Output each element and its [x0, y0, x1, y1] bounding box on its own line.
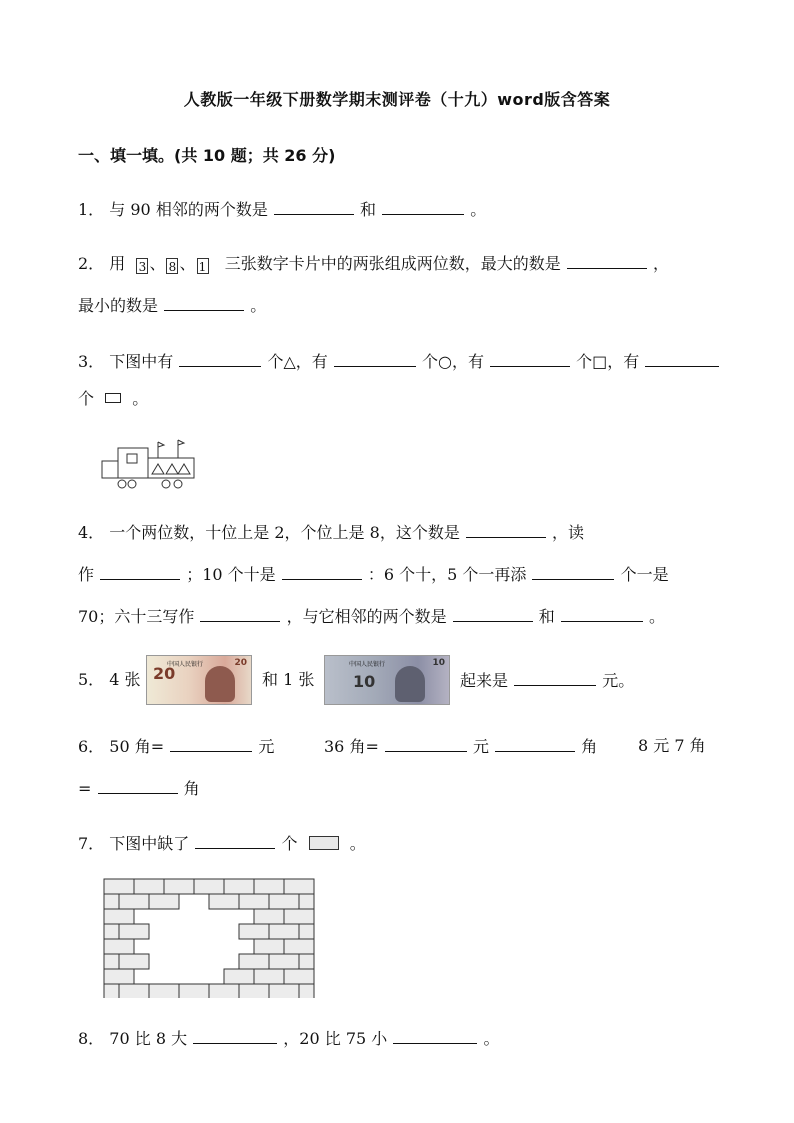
wheel-4 [174, 480, 182, 488]
q1-text-a: 与 90 相邻的两个数是 [109, 200, 268, 219]
brick [209, 894, 239, 909]
q2-blank-2[interactable] [164, 294, 244, 311]
question-6 [78, 735, 274, 758]
brick [224, 969, 254, 984]
q4-text-j: 。 [648, 607, 665, 626]
brick [209, 984, 239, 998]
q5-text-b: 和 1 张 [262, 670, 315, 689]
brick [254, 939, 284, 954]
q1-text-c: 。 [470, 200, 487, 219]
q8-blank-2[interactable] [393, 1027, 477, 1044]
brick [254, 879, 284, 894]
digit-card-8: 8 [166, 258, 178, 274]
q1-blank-1[interactable] [274, 198, 354, 215]
q5-text-a: 4 张 [109, 670, 141, 689]
brick [134, 879, 164, 894]
q2-text-b: 三张数字卡片中的两张组成两位数，最大的数是 [224, 254, 561, 273]
brick [299, 924, 314, 939]
banknote-10-value-corner: 10 [432, 658, 445, 668]
banknote-10 [324, 655, 450, 705]
q5-text-d: 元。 [602, 671, 635, 690]
digit-card-1: 1 [197, 258, 209, 274]
q3-text-e: 个 [78, 389, 95, 408]
brick [224, 879, 254, 894]
q3-text-d: 个□，有 [576, 352, 640, 371]
brick [284, 939, 314, 954]
brick [119, 924, 149, 939]
q4-text-f: 个一是 [620, 565, 669, 584]
brick [269, 894, 299, 909]
q4-text-g: 70；六十三写作 [78, 607, 195, 626]
banknote-20 [146, 655, 252, 705]
q3-text-a: 下图中有 [109, 352, 174, 371]
q2-blank-1[interactable] [567, 252, 647, 269]
brick [239, 954, 269, 969]
q4-blank-5[interactable] [200, 605, 280, 622]
rectangle-icon [105, 393, 121, 403]
q3-text-b: 个△，有 [267, 352, 328, 371]
q8-text-c: 。 [483, 1029, 500, 1048]
brick [119, 984, 149, 998]
q7-text-a: 下图中缺了 [109, 834, 190, 853]
card-sep: 、 [179, 254, 196, 273]
question-1 [78, 198, 486, 221]
question-5-part-a [78, 669, 141, 691]
brick [104, 954, 119, 969]
brick [104, 909, 134, 924]
page-title: 人教版一年级下册数学期末测评卷（十九）word版含答案 [183, 90, 611, 109]
q3-blank-2[interactable] [334, 350, 416, 367]
triangle-2 [166, 464, 178, 474]
brick [164, 879, 194, 894]
q4-blank-4[interactable] [532, 563, 614, 580]
q2-text-d: 最小的数是 [78, 296, 159, 315]
q4-text-b: ，读 [552, 523, 585, 542]
brick [269, 984, 299, 998]
banknote-20-value-corner: 20 [234, 658, 247, 668]
question-6-cont [78, 777, 200, 800]
q6-text-b: 元 [258, 737, 275, 756]
q1-number: 1． [78, 200, 105, 219]
brick [299, 894, 314, 909]
banknote-10-bank: 中国人民银行 [349, 661, 386, 668]
brick [299, 954, 314, 969]
q8-text-a: 70 比 8 大 [109, 1029, 188, 1048]
q2-number: 2． [78, 254, 105, 273]
question-8 [78, 1027, 499, 1050]
question-5-part-b [262, 669, 314, 691]
q5-blank-1[interactable] [514, 669, 596, 686]
banknote-20-value: 20 [153, 664, 176, 683]
q4-blank-6[interactable] [453, 605, 533, 622]
train-cab-rect [102, 461, 118, 478]
question-3 [78, 350, 720, 373]
wheel-1 [118, 480, 126, 488]
brick [239, 984, 269, 998]
q4-blank-7[interactable] [561, 605, 643, 622]
q7-text-b: 个 [281, 834, 298, 853]
section-heading: 一、填一填。(共 10 题；共 26 分) [78, 146, 336, 165]
q4-blank-1[interactable] [466, 521, 546, 538]
q6-text-a: 50 角= [109, 737, 165, 756]
q4-text-d: ；10 个十是 [186, 565, 276, 584]
q3-blank-4[interactable] [645, 350, 719, 367]
brick [119, 894, 149, 909]
brick [284, 969, 314, 984]
q3-text-f: 。 [132, 389, 149, 408]
q7-number: 7． [78, 834, 105, 853]
brick [269, 954, 299, 969]
q3-number: 3． [78, 352, 105, 371]
train-car-rect [148, 458, 194, 478]
question-4-cont-2 [78, 605, 665, 628]
banknote-20-bank: 中国人民银行 [167, 661, 204, 668]
portrait-icon [205, 666, 235, 702]
brick [194, 879, 224, 894]
card-sep: 、 [149, 254, 166, 273]
q8-blank-1[interactable] [193, 1027, 277, 1044]
banknote-10-value: 10 [353, 672, 376, 691]
q3-text-c: 个○，有 [421, 352, 484, 371]
q4-text-a: 一个两位数，十位上是 2，个位上是 8，这个数是 [109, 523, 460, 542]
brick-icon [309, 836, 339, 850]
q6-text-d: 元 [473, 737, 490, 756]
question-2 [78, 252, 669, 275]
brick [149, 894, 179, 909]
brick [104, 894, 119, 909]
question-2-cont [78, 294, 266, 317]
q6-text-f: 8 元 7 角 [638, 736, 706, 755]
brick [284, 879, 314, 894]
train-figure [100, 436, 200, 494]
q8-text-b: ，20 比 75 小 [283, 1029, 388, 1048]
q6-blank-4[interactable] [98, 777, 178, 794]
question-6-part-2 [324, 735, 597, 758]
brick [284, 909, 314, 924]
q4-text-h: ，与它相邻的两个数是 [286, 607, 447, 626]
brick [254, 969, 284, 984]
q5-number: 5． [78, 670, 105, 689]
q3-blank-1[interactable] [179, 350, 261, 367]
brick [179, 984, 209, 998]
question-4 [78, 521, 584, 544]
q6-blank-3[interactable] [495, 735, 575, 752]
q4-number: 4． [78, 523, 105, 542]
q4-text-e: ：6 个十，5 个一再添 [367, 565, 527, 584]
question-3-cont [78, 388, 148, 410]
triangle-1 [152, 464, 164, 474]
brick [299, 984, 314, 998]
q7-text-c: 。 [349, 834, 366, 853]
q4-blank-2[interactable] [100, 563, 180, 580]
q6-text-h: 角 [183, 779, 200, 798]
q6-text-c: 36 角= [324, 737, 379, 756]
brick [254, 909, 284, 924]
q2-text-c: ， [652, 254, 669, 273]
brick [149, 984, 179, 998]
question-6-part-3 [638, 735, 706, 757]
q6-number: 6． [78, 737, 105, 756]
q3-blank-3[interactable] [490, 350, 570, 367]
brick [239, 894, 269, 909]
q6-blank-1[interactable] [170, 735, 252, 752]
q8-number: 8． [78, 1029, 105, 1048]
q4-blank-3[interactable] [282, 563, 362, 580]
wheel-3 [162, 480, 170, 488]
question-7 [78, 832, 366, 855]
q6-text-g: = [78, 779, 92, 798]
q1-text-b: 和 [360, 200, 377, 219]
q2-text-e: 。 [250, 296, 267, 315]
q2-text-a: 用 [109, 254, 126, 273]
question-4-cont-1 [78, 563, 669, 586]
brick [119, 954, 149, 969]
brick-wall-figure [103, 878, 315, 998]
brick [104, 984, 119, 998]
q4-text-i: 和 [538, 607, 555, 626]
digit-card-3: 3 [136, 258, 148, 274]
brick [269, 924, 299, 939]
triangle-3 [178, 464, 190, 474]
brick [104, 924, 119, 939]
q5-text-c: 起来是 [460, 671, 509, 690]
portrait-icon [395, 666, 425, 702]
brick [239, 924, 269, 939]
q4-text-c: 作 [78, 565, 95, 584]
question-5-part-c [460, 669, 634, 692]
brick [104, 879, 134, 894]
q6-blank-2[interactable] [385, 735, 467, 752]
q7-blank-1[interactable] [195, 832, 275, 849]
brick [104, 969, 134, 984]
wheel-2 [128, 480, 136, 488]
q1-blank-2[interactable] [382, 198, 464, 215]
q6-text-e: 角 [581, 737, 598, 756]
brick [104, 939, 134, 954]
train-window-rect [127, 454, 137, 463]
